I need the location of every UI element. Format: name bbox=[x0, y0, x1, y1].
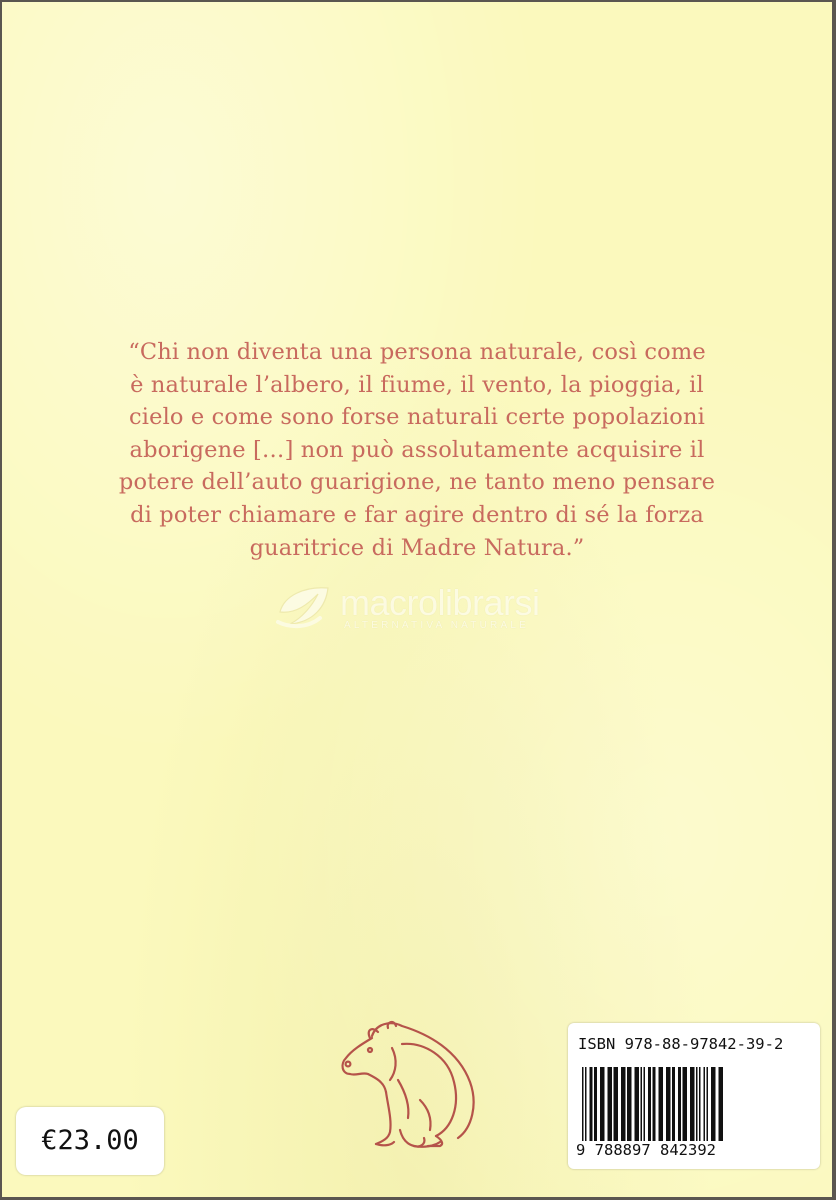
back-cover-quote bbox=[42, 336, 792, 564]
barcode-bar bbox=[711, 1067, 716, 1141]
barcode-bar bbox=[653, 1067, 656, 1141]
barcode-bar bbox=[696, 1067, 698, 1141]
quote-line: potere dell’auto guarigione, ne tanto meno pensare bbox=[118, 469, 716, 496]
barcode-bar bbox=[644, 1067, 646, 1141]
barcode-bar bbox=[627, 1067, 632, 1141]
barcode-bar bbox=[594, 1067, 597, 1141]
price-sticker bbox=[16, 1107, 164, 1175]
quote-line: guaritrice di Madre Natura.” bbox=[249, 534, 585, 561]
barcode-digits: 9 788897 842392 bbox=[576, 1141, 716, 1159]
barcode-bar bbox=[614, 1067, 619, 1141]
quote-line: aborigene […] non può assolutamente acquisire il bbox=[129, 436, 705, 463]
barcode-bar bbox=[600, 1067, 605, 1141]
barcode-bar bbox=[699, 1067, 701, 1141]
barcode-bar bbox=[608, 1067, 613, 1141]
isbn-label: ISBN 978-88-97842-39-2 bbox=[578, 1035, 784, 1053]
barcode-bar bbox=[621, 1067, 626, 1141]
barcode-bar bbox=[707, 1067, 709, 1141]
barcode-bar bbox=[672, 1067, 675, 1141]
barcode-bar bbox=[690, 1067, 695, 1141]
barcode-icon bbox=[582, 1067, 808, 1141]
watermark bbox=[274, 580, 584, 636]
barcode-bar bbox=[659, 1067, 664, 1141]
barcode-bar bbox=[704, 1067, 706, 1141]
barcode-bar bbox=[666, 1067, 671, 1141]
leaf-logo-icon bbox=[274, 582, 336, 632]
barcode-bar bbox=[635, 1067, 640, 1141]
quote-line: “Chi non diventa una persona naturale, così come bbox=[128, 339, 706, 365]
barcode-bar bbox=[648, 1067, 651, 1141]
bear-logo-icon bbox=[332, 1020, 482, 1160]
barcode-bar bbox=[678, 1067, 681, 1141]
barcode-bar bbox=[683, 1067, 688, 1141]
isbn-barcode-sticker bbox=[568, 1023, 820, 1169]
barcode-bar bbox=[590, 1067, 593, 1141]
watermark-tagline: ALTERNATIVA NATURALE bbox=[344, 620, 529, 631]
quote-line: è naturale l’albero, il fiume, il vento, la pioggia, il bbox=[130, 371, 704, 398]
barcode-bar bbox=[719, 1067, 724, 1141]
quote-line: cielo e come sono forse naturali certe popolazioni bbox=[129, 404, 705, 431]
barcode-bar bbox=[582, 1067, 584, 1141]
barcode-bar bbox=[641, 1067, 643, 1141]
price-label: €23.00 bbox=[41, 1125, 139, 1156]
quote-line: di poter chiamare e far agire dentro di sé la forza bbox=[130, 501, 704, 528]
barcode-bar bbox=[585, 1067, 587, 1141]
book-back-cover bbox=[2, 2, 832, 1197]
watermark-name: macrolibrarsi bbox=[340, 582, 540, 623]
